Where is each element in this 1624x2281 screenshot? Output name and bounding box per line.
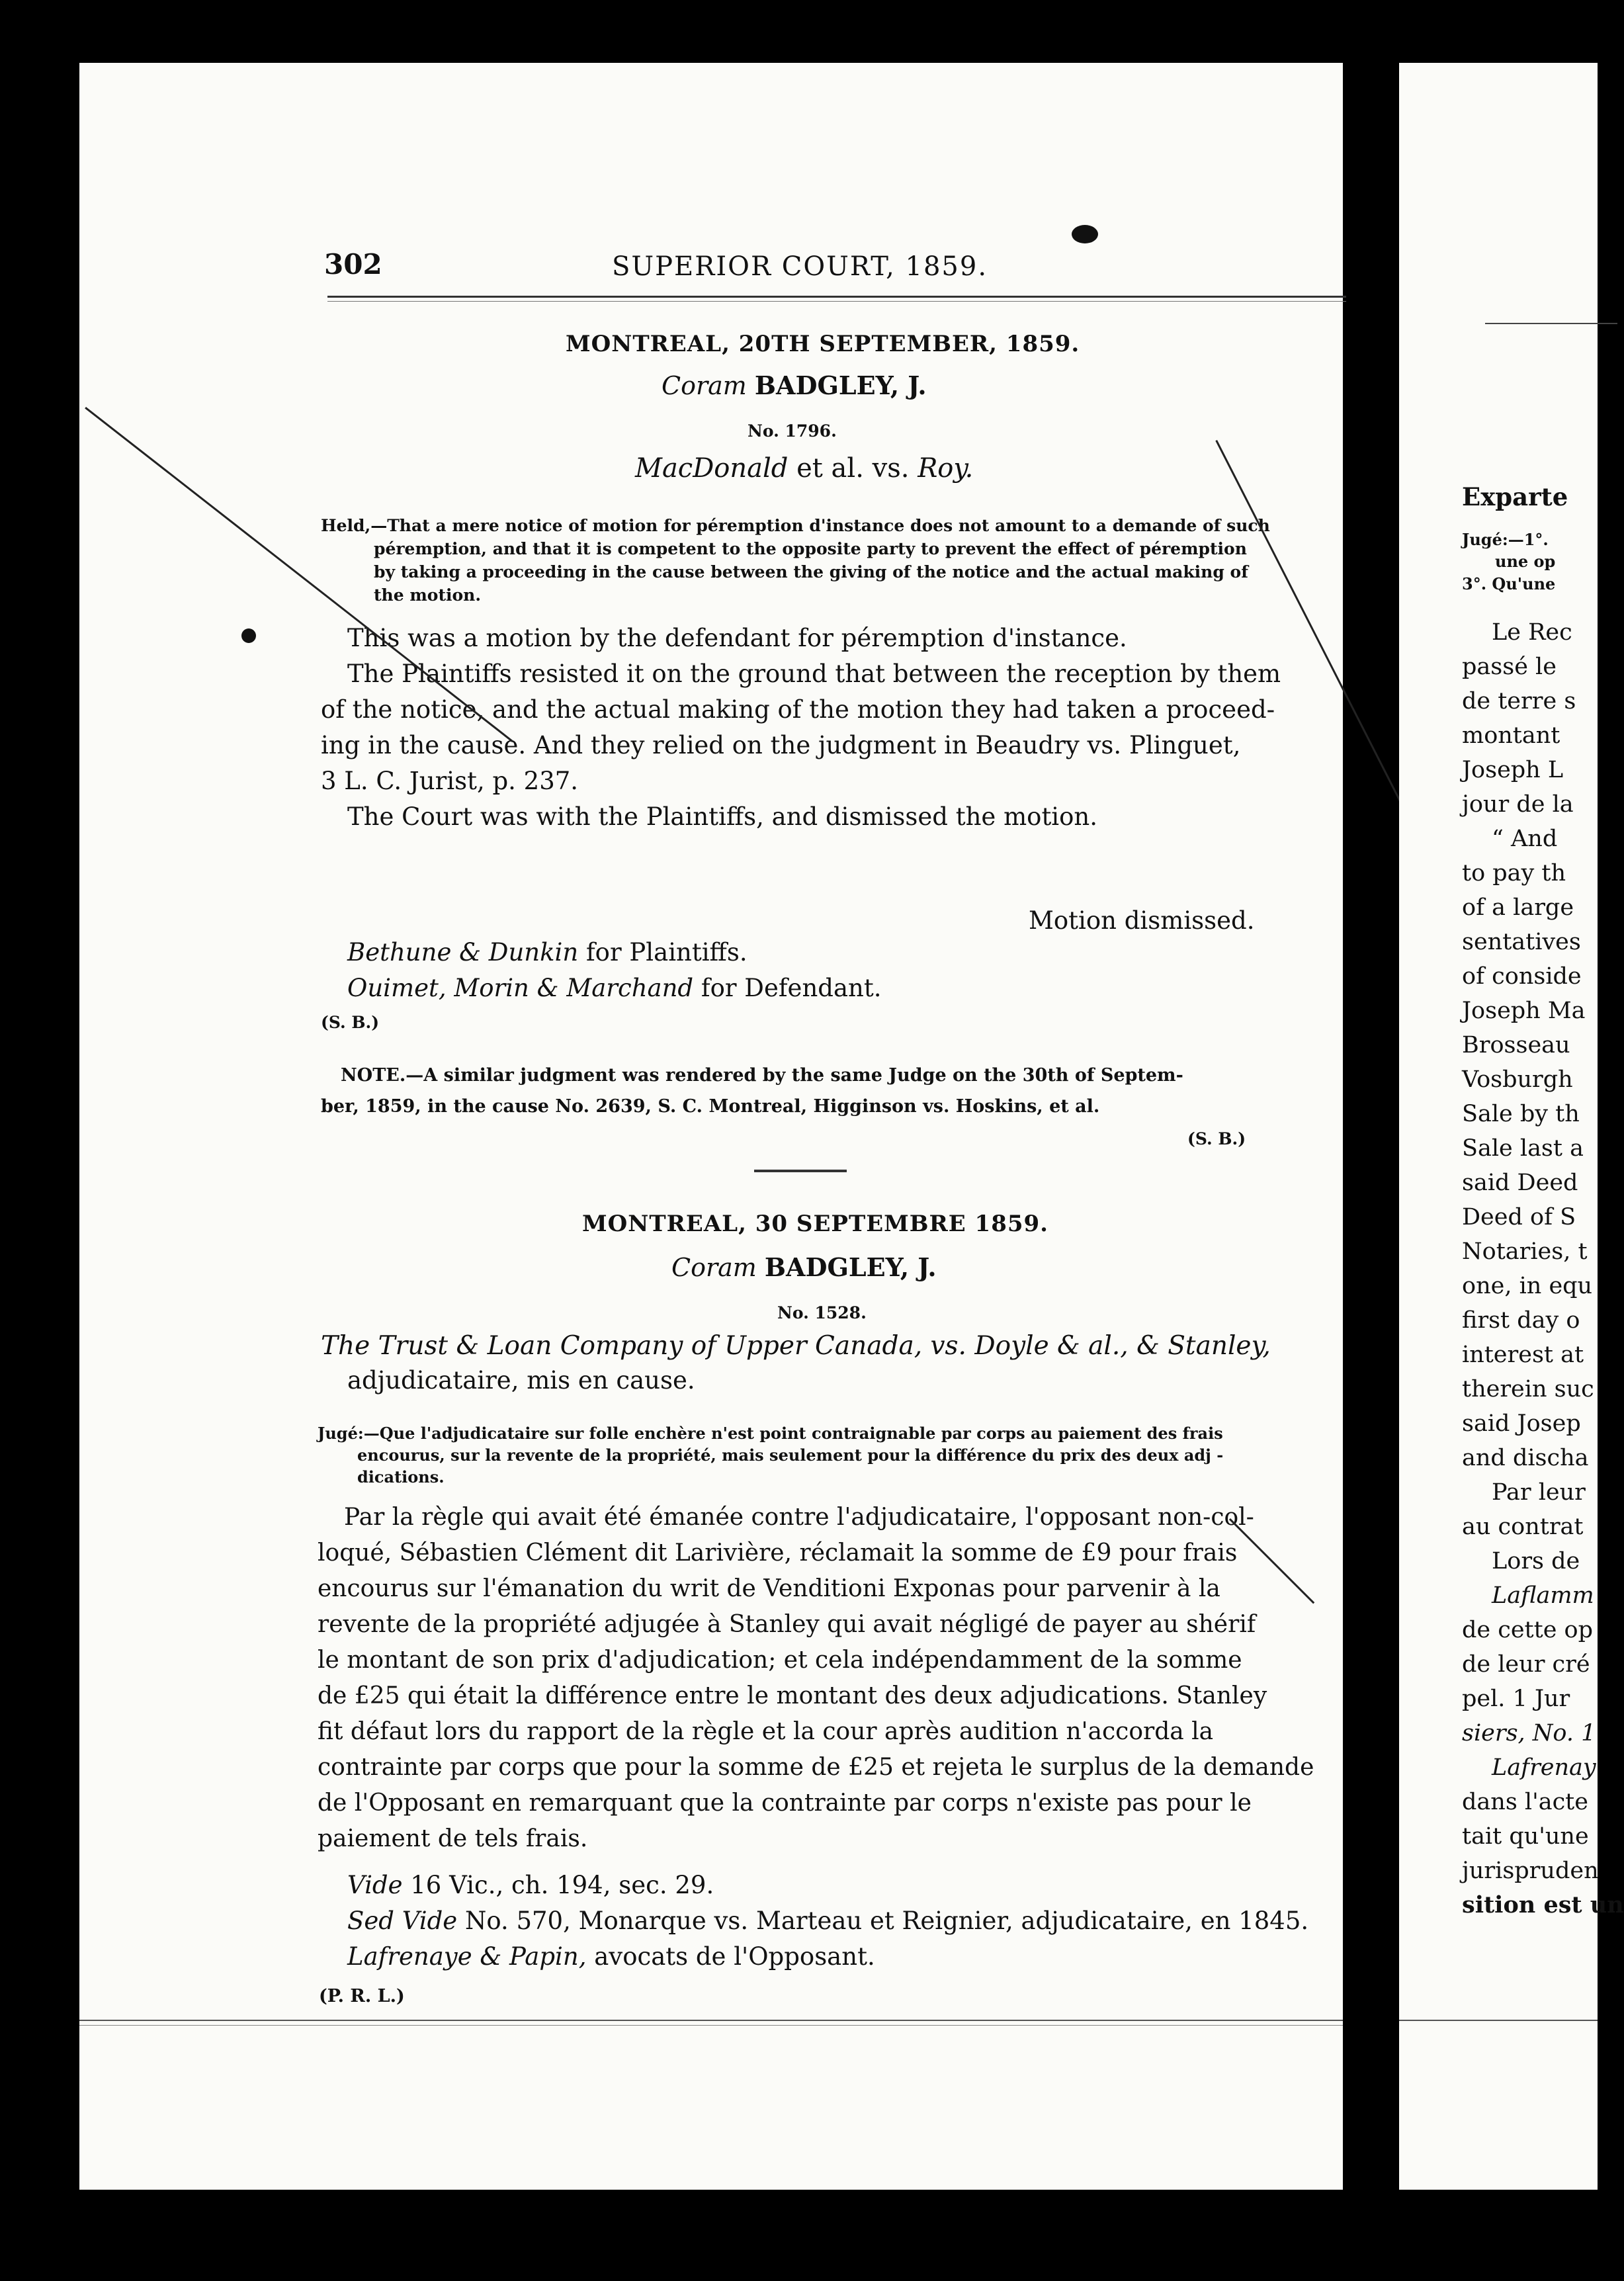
- case1-body: This was a motion by the defendant for péremption d'instance. The Plaintiffs resisted it on the ground that between the reception by them of the notice, and the actual making of the motion they had taken a proceed- ing in the cause. And they relied on the judgment in Beaudry vs. Plinguet, 3 L. C. Jurist, p. 237. The Court was with the Plaintiffs, and dismissed the motion.: [321, 624, 1281, 831]
- right-fragment: dans l'acte: [1462, 1789, 1588, 1815]
- case1-coram: Coram BADGLEY, J.: [662, 370, 927, 400]
- right-fragment: of a large: [1462, 894, 1574, 921]
- right-fragment: siers, No. 1: [1462, 1720, 1596, 1746]
- case1-result: Motion dismissed.: [1029, 906, 1255, 935]
- right-fragment: jour de la: [1462, 791, 1574, 818]
- right-fragment: Sale last a: [1462, 1135, 1584, 1162]
- right-fragment: “ And: [1492, 826, 1558, 852]
- right-fragment: passé le: [1462, 654, 1557, 680]
- case1-counsel-plaintiffs: Bethune & Dunkin for Plaintiffs.: [347, 938, 748, 967]
- right-fragment: une op: [1495, 552, 1556, 571]
- left-page: [79, 63, 1343, 2190]
- case2-parties: The Trust & Loan Company of Upper Canada, vs. Doyle & al., & Stanley,: [321, 1331, 1271, 1361]
- case1-initials: (S. B.): [321, 1013, 380, 1032]
- case2-body: Par la règle qui avait été émanée contre l'adjudicataire, l'opposant non-col- loqué, Sébastien Clément dit Larivière, réclamait la somme de £9 pour frais encourus sur l'émanation du writ de Venditioni Exponas pour parvenir à la revente de la propriété adjugée à Stanley qui avait négligé de payer au shérif le montant de son prix d'adjudication; et cela indépendamment de la somme de £25 qui était la différence entre le montant des deux adjudications. Stanley fit défaut lors du rapport de la règle et la cour après audition n'accorda la contrainte par corps que pour la somme de £25 et rejeta le surplus de la demande de l'Opposant en remarquant que la contrainte par corps n'existe pas pour le paiement de tels frais.: [318, 1504, 1314, 1852]
- case1-held-note: Held,—That a mere notice of motion for péremption d'instance does not amount to a demande of such péremption, and that it is competent to the opposite party to prevent the effect of péremption by taking a proceeding in the cause between the giving of the notice and the actual making of the motion.: [321, 516, 1270, 605]
- case2-coram: Coram BADGLEY, J.: [671, 1252, 937, 1282]
- right-fragment: of conside: [1462, 963, 1582, 990]
- right-fragment: Joseph L: [1462, 757, 1564, 783]
- case1-counsel-defendant: Ouimet, Morin & Marchand for Defendant.: [347, 974, 882, 1002]
- right-fragment: first day o: [1462, 1307, 1580, 1334]
- right-fragment: jurispruden: [1462, 1858, 1599, 1884]
- right-fragment: Jugé:—1°.: [1462, 530, 1549, 549]
- right-fragment: said Deed: [1462, 1170, 1578, 1196]
- right-fragment: montant: [1462, 722, 1560, 749]
- right-fragment: Par leur: [1492, 1479, 1586, 1506]
- case-separator: [754, 1170, 847, 1172]
- right-fragment: said Josep: [1462, 1410, 1581, 1437]
- header-rule: [327, 296, 1346, 298]
- right-bottom-rule: [1399, 2020, 1598, 2021]
- ink-blot: [1072, 225, 1098, 243]
- right-fragment: Notaries, t: [1462, 1238, 1588, 1265]
- right-fragment: tait qu'une: [1462, 1823, 1589, 1850]
- right-fragment: pel. 1 Jur: [1462, 1686, 1570, 1712]
- case1-dateline: MONTREAL, 20TH SEPTEMBER, 1859.: [566, 331, 1080, 357]
- case1-number: No. 1796.: [748, 421, 837, 441]
- right-fragment: Sale by th: [1462, 1101, 1580, 1127]
- bottom-rule: [79, 2020, 1343, 2021]
- header-rule-thin: [327, 301, 1346, 302]
- right-header-rule: [1485, 323, 1617, 324]
- case1-note-initials: (S. B.): [1187, 1129, 1246, 1148]
- right-fragment: Vosburgh: [1462, 1066, 1573, 1093]
- right-fragment: Exparte: [1462, 482, 1568, 511]
- right-fragment: therein suc: [1462, 1376, 1594, 1402]
- case2-counsel: Lafrenaye & Papin, avocats de l'Opposant.: [347, 1942, 875, 1971]
- right-fragment: de cette op: [1462, 1617, 1594, 1643]
- right-fragment: sition est un: [1462, 1891, 1624, 1918]
- case1-parties: MacDonald et al. vs. Roy.: [635, 453, 974, 484]
- right-fragment: interest at: [1462, 1342, 1584, 1368]
- right-fragment: de terre s: [1462, 688, 1576, 714]
- right-fragment: Lafrenay: [1492, 1754, 1596, 1781]
- case2-juge-note: Jugé:—Que l'adjudicataire sur folle enchère n'est point contraignable par corps au paiement des frais encourus, sur la revente de la propriété, mais seulement pour la différence du prix des deux adj - dications.: [318, 1424, 1224, 1486]
- right-fragment: au contrat: [1462, 1514, 1584, 1540]
- right-fragment: Deed of S: [1462, 1204, 1576, 1230]
- case2-number: No. 1528.: [777, 1303, 867, 1322]
- case2-initials: (P. R. L.): [319, 1986, 405, 2006]
- right-page-fragment: [1399, 63, 1624, 2190]
- right-fragment: Joseph Ma: [1462, 998, 1586, 1024]
- right-fragment: one, in equ: [1462, 1273, 1593, 1299]
- right-fragment: Le Rec: [1492, 619, 1572, 646]
- case2-dateline: MONTREAL, 30 SEPTEMBRE 1859.: [582, 1211, 1049, 1237]
- running-title: SUPERIOR COURT, 1859.: [612, 251, 988, 282]
- right-fragment: to pay th: [1462, 860, 1566, 886]
- page-number: 302: [324, 248, 382, 280]
- case2-vide: Vide 16 Vic., ch. 194, sec. 29.: [347, 1871, 714, 1899]
- right-fragment: Lors de: [1492, 1548, 1580, 1574]
- right-fragment: and discha: [1462, 1445, 1589, 1471]
- case2-sed-vide: Sed Vide No. 570, Monarque vs. Marteau et Reignier, adjudicataire, en 1845.: [347, 1907, 1309, 1935]
- case1-note: NOTE.—A similar judgment was rendered by the same Judge on the 30th of Septem-: [341, 1065, 1183, 1086]
- right-fragment: de leur cré: [1462, 1651, 1590, 1678]
- right-fragment: sentatives: [1462, 929, 1581, 955]
- right-fragment: 3°. Qu'une: [1462, 574, 1556, 593]
- case1-note-line2: ber, 1859, in the cause No. 2639, S. C. Montreal, Higginson vs. Hoskins, et al.: [321, 1096, 1100, 1117]
- bottom-rule-thin: [79, 2025, 1343, 2026]
- case2-parties-line2: adjudicataire, mis en cause.: [347, 1366, 695, 1395]
- right-fragment: Brosseau: [1462, 1032, 1570, 1058]
- right-fragment: Laflamm: [1492, 1582, 1594, 1609]
- ink-blot: [241, 628, 256, 643]
